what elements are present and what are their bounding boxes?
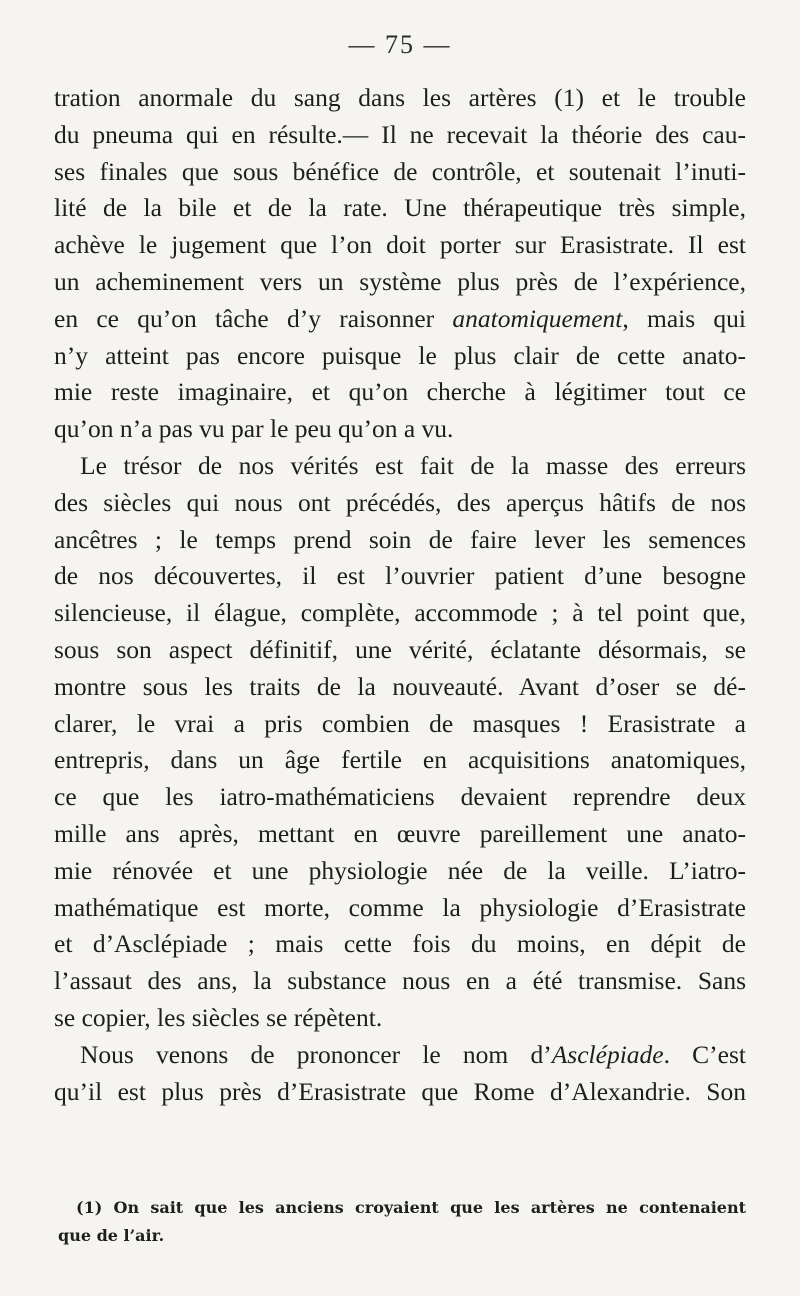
text-line: silencieuse, il élague, complète, accommode ; à tel point que, <box>54 598 746 628</box>
text-segment: . C’est <box>663 1039 746 1069</box>
text-line: montre sous les traits de la nouveauté. Avant d’oser se dé- <box>54 671 746 701</box>
text-line: mathématique est morte, comme la physiologie d’Erasistrate <box>54 892 746 922</box>
text-line: clarer, le vrai a pris combien de masques ! Erasistrate a <box>54 708 746 738</box>
text-line: achève le jugement que l’on doit porter sur Erasistrate. Il est <box>54 230 746 260</box>
text-line: mie rénovée et une physiologie née de la veille. L’iatro- <box>54 855 746 885</box>
text-line: lité de la bile et de la rate. Une thérapeutique très simple, <box>54 193 746 223</box>
text-line: et d’Asclépiade ; mais cette fois du moins, en dépit de <box>54 929 746 959</box>
text-line: des siècles qui nous ont précédés, des aperçus hâtifs de nos <box>54 487 746 517</box>
paragraph-first-line <box>54 1037 746 1074</box>
text-segment: , mais qui <box>622 303 747 333</box>
text-line: ancêtres ; le temps prend soin de faire lever les semences <box>54 524 746 554</box>
footnote-line: que de l’air. <box>58 1226 165 1245</box>
text-line: se copier, les siècles se répètent. <box>54 1002 383 1032</box>
text-line: ses finales que sous bénéfice de contrôle, et soutenait l’inuti- <box>54 156 746 186</box>
paragraph-first-line: Le trésor de nos vérités est fait de la masse des erreurs <box>80 450 746 480</box>
text-line: n’y atteint pas encore puisque le plus clair de cette anato- <box>54 340 746 370</box>
footnote <box>58 1194 746 1250</box>
text-line: sous son aspect définitif, une vérité, éclatante désormais, se <box>54 634 746 664</box>
text-line: qu’il est plus près d’Erasistrate que Rome d’Alexandrie. Son <box>54 1076 746 1106</box>
page-number: — 75 — <box>348 30 452 59</box>
text-line: mie reste imaginaire, et qu’on cherche à légitimer tout ce <box>54 377 746 407</box>
footnote-line: (1) On sait que les anciens croyaient que les artères ne contenaient <box>76 1198 746 1217</box>
text-line: ce que les iatro-mathématiciens devaient reprendre deux <box>54 782 746 812</box>
text-segment: en ce qu’on tâche d’y raisonner <box>54 303 453 333</box>
italic-word: Asclépiade <box>551 1039 664 1069</box>
body-text <box>54 80 746 1110</box>
text-line: un acheminement vers un système plus près de l’expérience, <box>54 266 746 296</box>
text-line: mille ans après, mettant en œuvre pareillement une anato- <box>54 818 746 848</box>
text-line: l’assaut des ans, la substance nous en a été transmise. Sans <box>54 966 746 996</box>
italic-word: anatomiquement <box>452 303 623 333</box>
text-segment: Nous venons de prononcer le nom d’ <box>80 1039 552 1069</box>
text-line: tration anormale du sang dans les artères (1) et le trouble <box>54 83 746 112</box>
text-line: de nos découvertes, il est l’ouvrier patient d’une besogne <box>54 561 746 591</box>
text-line: entrepris, dans un âge fertile en acquisitions anatomiques, <box>54 745 746 775</box>
text-line <box>54 301 746 338</box>
text-line: du pneuma qui en résulte.— Il ne recevait la théorie des cau- <box>54 119 746 149</box>
text-line: qu’on n’a pas vu par le peu qu’on a vu. <box>54 414 454 444</box>
